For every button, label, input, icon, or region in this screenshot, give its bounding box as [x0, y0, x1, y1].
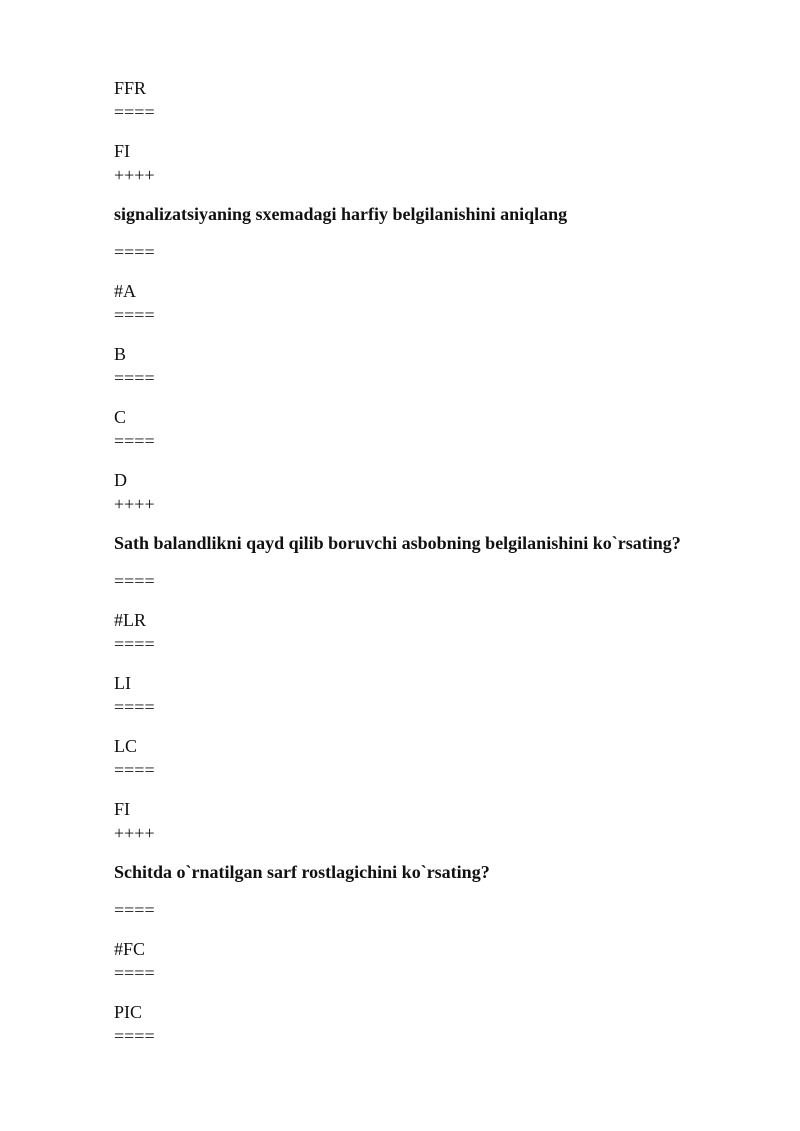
separator-equals: ====	[114, 697, 155, 717]
option-text: B	[114, 344, 127, 364]
correct-option-text: #LR	[114, 610, 147, 630]
separator-equals: ====	[114, 431, 155, 451]
option-text: FI	[114, 141, 131, 161]
separator-equals: ====	[114, 102, 155, 122]
separator-equals: ====	[114, 634, 155, 654]
option-text: LC	[114, 736, 138, 756]
question-text: Sath balandlikni qayd qilib boruvchi asbobning belgilanishini ko`rsating?	[114, 533, 681, 553]
option-text: FFR	[114, 78, 147, 98]
separator-equals: ====	[114, 571, 155, 591]
separator-equals: ====	[114, 305, 155, 325]
question-text: Schitda o`rnatilgan sarf rostlagichini ko`rsating?	[114, 862, 490, 882]
correct-option-text: #FC	[114, 939, 146, 959]
option-text: PIC	[114, 1002, 143, 1022]
option-text: C	[114, 407, 127, 427]
separator-equals: ====	[114, 963, 155, 983]
option-text: FI	[114, 799, 131, 819]
option-text: D	[114, 470, 127, 490]
separator-plus: ++++	[114, 823, 155, 843]
question-text: signalizatsiyaning sxemadagi harfiy belgilanishini aniqlang	[114, 204, 568, 224]
correct-option-text: #A	[114, 281, 136, 301]
separator-plus: ++++	[114, 165, 155, 185]
separator-equals: ====	[114, 900, 155, 920]
separator-equals: ====	[114, 1026, 155, 1046]
separator-plus: ++++	[114, 494, 155, 514]
separator-equals: ====	[114, 368, 155, 388]
separator-equals: ====	[114, 760, 155, 780]
option-text: LI	[114, 673, 131, 693]
separator-equals: ====	[114, 242, 155, 262]
